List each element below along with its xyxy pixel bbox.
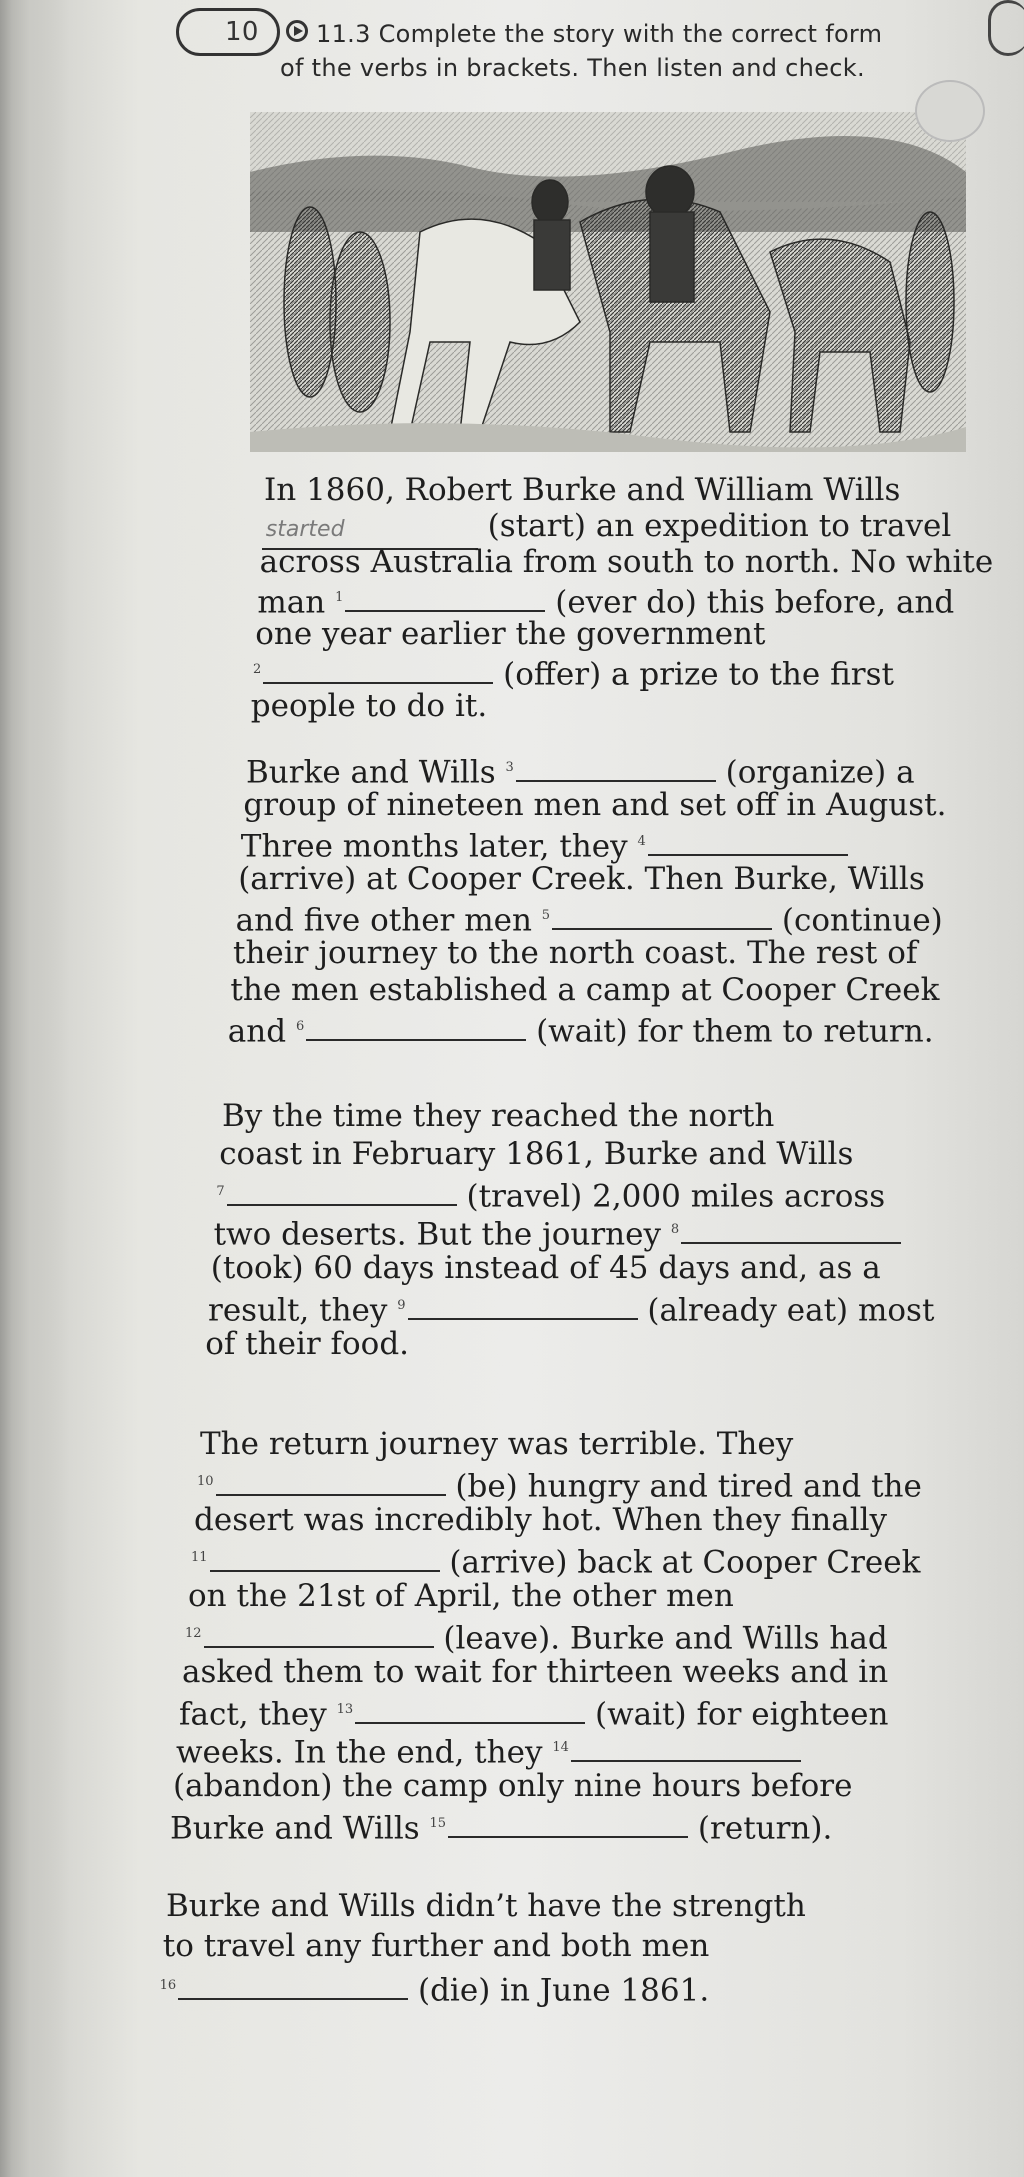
story-line bbox=[257, 580, 954, 620]
story-text-span: (took) 60 days instead of 45 days and, as a bbox=[210, 1250, 881, 1286]
story-line bbox=[214, 1212, 902, 1252]
answer-blank[interactable] bbox=[306, 1013, 526, 1041]
story-text-span: result, they bbox=[208, 1292, 398, 1329]
answer-blank[interactable] bbox=[263, 656, 493, 684]
story-text-span: of their food. bbox=[205, 1326, 410, 1362]
story-line bbox=[208, 1288, 934, 1328]
story-text-span: (arrive) at Cooper Creek. Then Burke, Wills bbox=[238, 861, 925, 897]
story-line bbox=[173, 1768, 852, 1804]
gap-number: 4 bbox=[637, 834, 646, 849]
story-text-span: desert was incredibly hot. When they finally bbox=[194, 1502, 888, 1538]
story-text-span: (leave). Burke and Wills had bbox=[433, 1620, 888, 1657]
story-text-span: (arrive) back at Cooper Creek bbox=[439, 1544, 921, 1581]
story-text-span: weeks. In the end, they bbox=[176, 1734, 553, 1771]
story-line bbox=[191, 1540, 920, 1580]
story-line bbox=[166, 1888, 806, 1924]
gap-number: 14 bbox=[552, 1740, 569, 1755]
story-text-span: people to do it. bbox=[250, 688, 488, 724]
story-line bbox=[179, 1692, 888, 1732]
story-text-span: to travel any further and both men bbox=[162, 1928, 710, 1964]
story-line bbox=[238, 861, 925, 897]
gap-number: 6 bbox=[295, 1019, 305, 1034]
story-text-span: man bbox=[257, 584, 336, 621]
gap-number: 12 bbox=[185, 1626, 202, 1641]
story-line bbox=[228, 1009, 934, 1049]
story-line bbox=[160, 1968, 710, 2008]
story-line bbox=[163, 1928, 710, 1964]
story-text-span: (return). bbox=[688, 1810, 833, 1847]
story-text-span: (be) hungry and tired and the bbox=[445, 1468, 922, 1505]
story-line bbox=[246, 750, 915, 790]
story-line bbox=[222, 1098, 774, 1134]
story-line bbox=[188, 1578, 734, 1614]
story-text-span: Burke and Wills bbox=[246, 754, 506, 791]
story-line bbox=[253, 652, 894, 692]
story-text-span: the men established a camp at Cooper Creek bbox=[230, 972, 940, 1008]
story-line bbox=[170, 1806, 832, 1846]
story-line bbox=[200, 1426, 793, 1462]
story-text-span: (travel) 2,000 miles across bbox=[456, 1178, 886, 1215]
story-text-span: coast in February 1861, Burke and Wills bbox=[219, 1136, 854, 1172]
story-text-span: (wait) for eighteen bbox=[585, 1696, 889, 1733]
gap-number: 5 bbox=[541, 908, 551, 923]
story-text-span: (continue) bbox=[772, 902, 943, 939]
story-line bbox=[233, 935, 917, 971]
gap-number: 1 bbox=[335, 590, 344, 605]
gap-number: 16 bbox=[159, 1978, 177, 1993]
story-text-span: In 1860, Robert Burke and William Wills bbox=[264, 472, 901, 508]
story-line bbox=[216, 1174, 885, 1214]
story-text-span: across Australia from south to north. No white bbox=[259, 544, 994, 580]
answer-blank[interactable] bbox=[516, 754, 716, 782]
answer-blank[interactable] bbox=[571, 1734, 801, 1762]
gap-number: 8 bbox=[670, 1222, 680, 1237]
gap-number: 3 bbox=[505, 760, 514, 775]
answer-blank[interactable] bbox=[204, 1620, 434, 1648]
story-line bbox=[255, 616, 765, 652]
story-line bbox=[182, 1654, 888, 1690]
story-text-span: one year earlier the government bbox=[255, 616, 766, 652]
story-line bbox=[176, 1730, 801, 1770]
story-text-span: their journey to the north coast. The rest of bbox=[233, 935, 918, 971]
story-line bbox=[251, 688, 487, 724]
story-line bbox=[194, 1502, 887, 1538]
story-text-span: (ever do) this before, and bbox=[545, 584, 955, 621]
story-line bbox=[264, 472, 900, 508]
story-text-span: Three months later, they bbox=[240, 828, 638, 865]
answer-blank[interactable] bbox=[345, 584, 545, 612]
story-text-span: Burke and Wills bbox=[170, 1810, 430, 1847]
story-text-span: (already eat) most bbox=[637, 1292, 935, 1329]
instruction-line-1: 11.3 Complete the story with the correct form bbox=[316, 20, 883, 48]
story-line bbox=[230, 972, 939, 1008]
gap-number: 10 bbox=[197, 1474, 214, 1489]
answer-blank[interactable] bbox=[178, 1972, 408, 2000]
gap-number: 9 bbox=[397, 1298, 406, 1313]
story-text-span: group of nineteen men and set off in August. bbox=[243, 787, 947, 823]
story-line bbox=[236, 898, 943, 938]
answer-blank[interactable] bbox=[216, 1468, 446, 1496]
gap-number: 11 bbox=[191, 1550, 208, 1565]
story-line bbox=[243, 787, 946, 823]
answer-blank[interactable] bbox=[448, 1810, 688, 1838]
story-line bbox=[197, 1464, 922, 1504]
story-text-span: (organize) a bbox=[715, 754, 915, 791]
gap-number: 2 bbox=[253, 662, 262, 677]
exercise-number: 10 bbox=[176, 8, 280, 56]
story-line bbox=[241, 824, 848, 864]
answer-blank[interactable] bbox=[681, 1216, 901, 1244]
story-text-span: fact, they bbox=[179, 1696, 337, 1733]
story-line bbox=[211, 1250, 881, 1286]
story-text-span: on the 21st of April, the other men bbox=[188, 1578, 734, 1614]
answer-blank[interactable] bbox=[227, 1178, 457, 1206]
story-text-span: and five other men bbox=[235, 902, 542, 939]
story-text-span: (start) an expedition to travel bbox=[477, 508, 952, 544]
answer-blank[interactable] bbox=[408, 1292, 638, 1320]
story-text-span: (abandon) the camp only nine hours before bbox=[173, 1768, 853, 1804]
story-text-span: (offer) a prize to the first bbox=[493, 656, 894, 693]
story-line bbox=[185, 1616, 888, 1656]
example-answer: started bbox=[262, 512, 478, 550]
story-text-span: By the time they reached the north bbox=[222, 1098, 775, 1134]
instruction-line-2: of the verbs in brackets. Then listen and check. bbox=[280, 54, 865, 82]
answer-blank[interactable] bbox=[210, 1544, 440, 1572]
story-text-span: (die) in June 1861. bbox=[408, 1972, 710, 2009]
answer-blank[interactable] bbox=[552, 902, 772, 930]
story-line bbox=[260, 544, 994, 580]
answer-blank[interactable] bbox=[648, 828, 848, 856]
story-line bbox=[219, 1136, 853, 1172]
story-text-span: The return journey was terrible. They bbox=[200, 1426, 794, 1462]
story-text-span: and bbox=[227, 1013, 296, 1050]
story-line bbox=[205, 1326, 409, 1362]
story-text-span: two deserts. But the journey bbox=[213, 1216, 671, 1253]
story-text-span: Burke and Wills didn’t have the strength bbox=[166, 1888, 806, 1924]
gap-number: 13 bbox=[336, 1702, 354, 1717]
answer-blank[interactable] bbox=[355, 1696, 585, 1724]
story-text-span: (wait) for them to return. bbox=[526, 1013, 934, 1050]
story-text-span: asked them to wait for thirteen weeks and in bbox=[182, 1654, 889, 1690]
gap-number: 7 bbox=[216, 1184, 225, 1199]
gap-number: 15 bbox=[429, 1816, 447, 1831]
